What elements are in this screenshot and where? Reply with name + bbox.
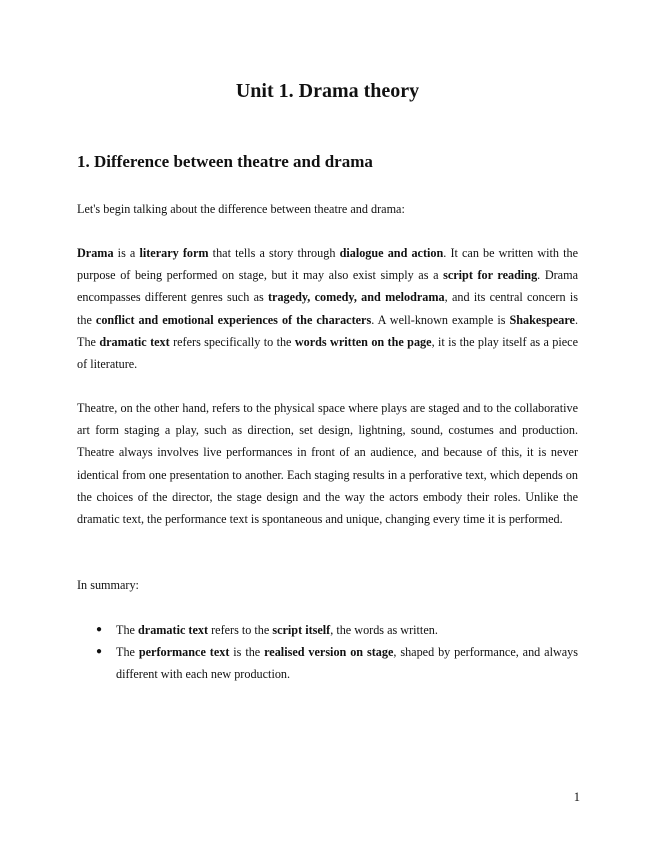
summary-list-item bbox=[77, 619, 578, 641]
text-run: . Drama encompasses different genres such as bbox=[77, 268, 578, 305]
text-run: The bbox=[116, 623, 138, 637]
text-run: . The bbox=[77, 312, 578, 349]
emphasis-text: conflict and emotional experiences of the characters bbox=[95, 312, 372, 327]
summary-list-item bbox=[77, 641, 578, 685]
emphasis-text: dramatic text bbox=[99, 334, 170, 349]
emphasis-text: tragedy, comedy, and melodrama bbox=[268, 290, 445, 305]
intro-paragraph: Let's begin talking about the difference between theatre and drama: bbox=[77, 202, 405, 216]
emphasis-text: words written on the page bbox=[294, 334, 432, 349]
bullet-icon: ● bbox=[96, 646, 103, 658]
summary-list bbox=[77, 619, 578, 686]
summary-item-text bbox=[116, 645, 578, 681]
text-run: , shaped by performance, and always different with each new production. bbox=[116, 645, 579, 682]
text-run: is a bbox=[113, 246, 140, 260]
emphasis-text: dramatic text bbox=[138, 623, 209, 637]
emphasis-text: Shakespeare bbox=[509, 312, 575, 327]
text-run: The bbox=[116, 645, 139, 660]
emphasis-text: literary form bbox=[139, 246, 209, 260]
page-number: 1 bbox=[573, 790, 580, 804]
text-run: that tells a story through bbox=[208, 246, 340, 260]
text-run: refers specifically to the bbox=[169, 334, 295, 349]
drama-paragraph bbox=[77, 242, 578, 375]
theatre-paragraph: Theatre, on the other hand, refers to the physical space where plays are staged and to the collaborative art form staging a play, such as direction, set design, lightning, sound, costumes and production. Theatre always involves live performances in front of an audience, and because of this, it is never identical from one presentation to another. Each staging results in a perforative text, which depends on the choices of the director, the stage design and the way the actors embody their roles. Unlike the dramatic text, the performance text is spontaneous and unique, changing every time it is performed. bbox=[77, 401, 578, 527]
emphasis-text: dialogue and action bbox=[339, 246, 444, 260]
text-run: , the words as written. bbox=[330, 623, 438, 637]
text-run: is the bbox=[229, 645, 265, 660]
bullet-icon: ● bbox=[96, 624, 103, 635]
section-heading: 1. Difference between theatre and drama bbox=[77, 152, 373, 171]
text-run: , and its central concern is the bbox=[77, 290, 578, 327]
emphasis-text: script for reading bbox=[443, 268, 538, 283]
text-run: . It can be written with the purpose of being performed on stage, but it may also exist simply as a bbox=[77, 246, 578, 283]
page-title: Unit 1. Drama theory bbox=[235, 80, 420, 102]
summary-intro: In summary: bbox=[77, 578, 139, 592]
text-run: , it is the play itself as a piece of literature. bbox=[77, 334, 578, 372]
emphasis-text: Drama bbox=[77, 246, 114, 260]
emphasis-text: performance text bbox=[138, 645, 230, 660]
text-run: refers to the bbox=[208, 623, 273, 637]
emphasis-text: script itself bbox=[272, 623, 331, 637]
summary-item-text bbox=[116, 623, 438, 637]
emphasis-text: realised version on stage bbox=[264, 645, 394, 660]
text-run: . A well-known example is bbox=[371, 312, 510, 327]
